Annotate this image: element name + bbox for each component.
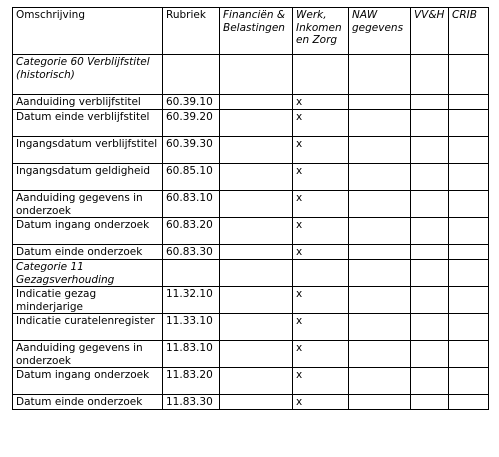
rubriek-table [12, 7, 489, 410]
header-financien-belastingen: Financiën & Belastingen [220, 8, 293, 55]
table-row [13, 368, 489, 395]
mark-cell [220, 341, 293, 368]
mark-cell [220, 287, 293, 314]
rubriek-cell: 60.83.10 [163, 191, 220, 218]
rubriek-cell: 11.83.10 [163, 341, 220, 368]
category-label: Categorie 11 Gezagsverhouding [13, 260, 163, 287]
mark-cell [349, 341, 411, 368]
omschrijving-cell: Datum ingang onderzoek [13, 218, 163, 245]
rubriek-cell: 60.83.30 [163, 245, 220, 260]
omschrijving-cell: Ingangsdatum geldigheid [13, 164, 163, 191]
table-row [13, 314, 489, 341]
table-row [13, 110, 489, 137]
table-row [13, 287, 489, 314]
omschrijving-cell: Aanduiding gegevens in onderzoek [13, 341, 163, 368]
category-row [13, 260, 489, 287]
rubriek-cell: 11.83.30 [163, 395, 220, 410]
mark-cell [449, 245, 489, 260]
rubriek-cell: 11.83.20 [163, 368, 220, 395]
mark-cell [449, 287, 489, 314]
mark-cell [449, 110, 489, 137]
mark-cell [220, 137, 293, 164]
mark-cell [411, 95, 449, 110]
header-omschrijving: Omschrijving [13, 8, 163, 55]
mark-cell [411, 110, 449, 137]
mark-cell: x [293, 164, 349, 191]
header-rubriek: Rubriek [163, 8, 220, 55]
table-row [13, 191, 489, 218]
mark-cell [411, 55, 449, 95]
mark-cell [411, 164, 449, 191]
mark-cell [349, 368, 411, 395]
mark-cell [411, 341, 449, 368]
rubriek-cell: 60.83.20 [163, 218, 220, 245]
category-row [13, 55, 489, 95]
mark-cell [411, 137, 449, 164]
mark-cell: x [293, 368, 349, 395]
header-werk-inkomen-zorg: Werk, Inkomen en Zorg [293, 8, 349, 55]
mark-cell: x [293, 395, 349, 410]
table-row [13, 341, 489, 368]
mark-cell [449, 395, 489, 410]
omschrijving-cell: Datum einde onderzoek [13, 245, 163, 260]
table-row [13, 218, 489, 245]
mark-cell [411, 218, 449, 245]
mark-cell [449, 314, 489, 341]
omschrijving-cell: Datum einde verblijfstitel [13, 110, 163, 137]
mark-cell [349, 395, 411, 410]
mark-cell [449, 95, 489, 110]
category-label: Categorie 60 Verblijfstitel (historisch) [13, 55, 163, 95]
mark-cell [411, 287, 449, 314]
mark-cell [349, 137, 411, 164]
omschrijving-cell: Datum ingang onderzoek [13, 368, 163, 395]
mark-cell [349, 245, 411, 260]
omschrijving-cell: Ingangsdatum verblijfstitel [13, 137, 163, 164]
mark-cell: x [293, 341, 349, 368]
table-row [13, 95, 489, 110]
omschrijving-cell: Aanduiding verblijfstitel [13, 95, 163, 110]
mark-cell [349, 287, 411, 314]
mark-cell [411, 260, 449, 287]
mark-cell [449, 55, 489, 95]
header-naw-gegevens: NAW gegevens [349, 8, 411, 55]
header-crib: CRIB [449, 8, 489, 55]
table-row [13, 395, 489, 410]
omschrijving-cell: Indicatie curatelenregister [13, 314, 163, 341]
mark-cell: x [293, 95, 349, 110]
rubriek-cell: 60.39.20 [163, 110, 220, 137]
mark-cell [220, 164, 293, 191]
mark-cell [349, 314, 411, 341]
mark-cell [220, 191, 293, 218]
mark-cell [293, 55, 349, 95]
mark-cell [220, 368, 293, 395]
mark-cell [349, 164, 411, 191]
rubriek-cell: 60.39.30 [163, 137, 220, 164]
rubriek-cell [163, 55, 220, 95]
mark-cell: x [293, 218, 349, 245]
mark-cell [220, 95, 293, 110]
rubriek-cell: 11.33.10 [163, 314, 220, 341]
rubriek-cell: 11.32.10 [163, 287, 220, 314]
mark-cell [293, 260, 349, 287]
table-row [13, 137, 489, 164]
mark-cell [449, 260, 489, 287]
mark-cell [411, 314, 449, 341]
mark-cell [349, 95, 411, 110]
mark-cell [449, 368, 489, 395]
mark-cell [449, 137, 489, 164]
rubriek-cell: 60.85.10 [163, 164, 220, 191]
mark-cell [220, 55, 293, 95]
mark-cell [411, 368, 449, 395]
mark-cell [411, 245, 449, 260]
mark-cell [449, 218, 489, 245]
mark-cell [411, 191, 449, 218]
mark-cell [449, 191, 489, 218]
mark-cell [449, 341, 489, 368]
mark-cell [349, 110, 411, 137]
mark-cell: x [293, 314, 349, 341]
mark-cell [449, 164, 489, 191]
mark-cell [220, 260, 293, 287]
mark-cell [349, 218, 411, 245]
header-row [13, 8, 489, 55]
mark-cell: x [293, 245, 349, 260]
mark-cell [349, 191, 411, 218]
mark-cell [220, 395, 293, 410]
rubriek-cell [163, 260, 220, 287]
mark-cell: x [293, 110, 349, 137]
mark-cell [349, 260, 411, 287]
table-row [13, 164, 489, 191]
mark-cell [220, 314, 293, 341]
mark-cell [220, 218, 293, 245]
mark-cell [411, 395, 449, 410]
mark-cell: x [293, 137, 349, 164]
table-row [13, 245, 489, 260]
mark-cell [220, 110, 293, 137]
mark-cell: x [293, 191, 349, 218]
mark-cell [349, 55, 411, 95]
omschrijving-cell: Aanduiding gegevens in onderzoek [13, 191, 163, 218]
header-vvh: VV&H [411, 8, 449, 55]
omschrijving-cell: Datum einde onderzoek [13, 395, 163, 410]
mark-cell: x [293, 287, 349, 314]
omschrijving-cell: Indicatie gezag minderjarige [13, 287, 163, 314]
rubriek-cell: 60.39.10 [163, 95, 220, 110]
mark-cell [220, 245, 293, 260]
